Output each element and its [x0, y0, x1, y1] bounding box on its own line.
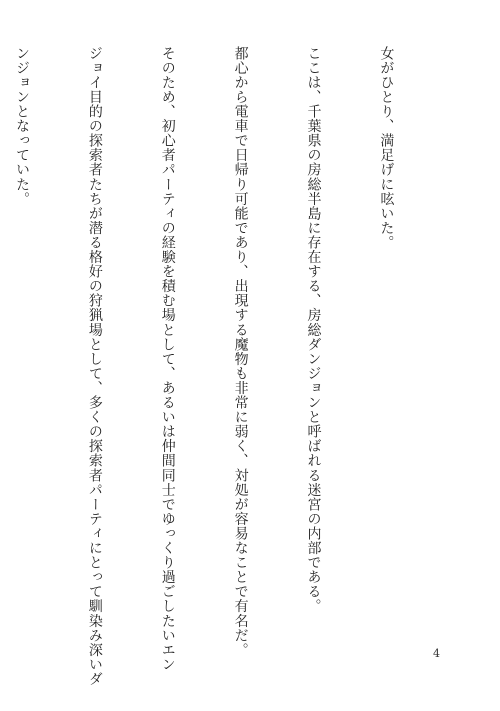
text-line: 女がひとり、満足げに呟いた。 [378, 46, 395, 250]
text-line: ジョイ目的の探索者たちが潜る格好の狩猟場として、多くの探索者パーティにとって馴染み深いダ [86, 46, 103, 687]
text-line: ンジョンとなっていた。 [13, 46, 30, 207]
body-text [13, 46, 447, 687]
text-line: そのため、初心者パーティの経験を積む場として、あるいは仲間同士でゆっくり過ごしたいエン [159, 46, 176, 672]
text-line: ここは、千葉県の房総半島に存在する、房総ダンジョンと呼ばれる迷宮の内部である。 [305, 46, 322, 614]
page-number: 4 [433, 647, 440, 660]
text-line: 都心から電車で日帰り可能であり、出現する魔物も非常に弱く、対処が容易なことで有名だ。 [232, 46, 249, 658]
